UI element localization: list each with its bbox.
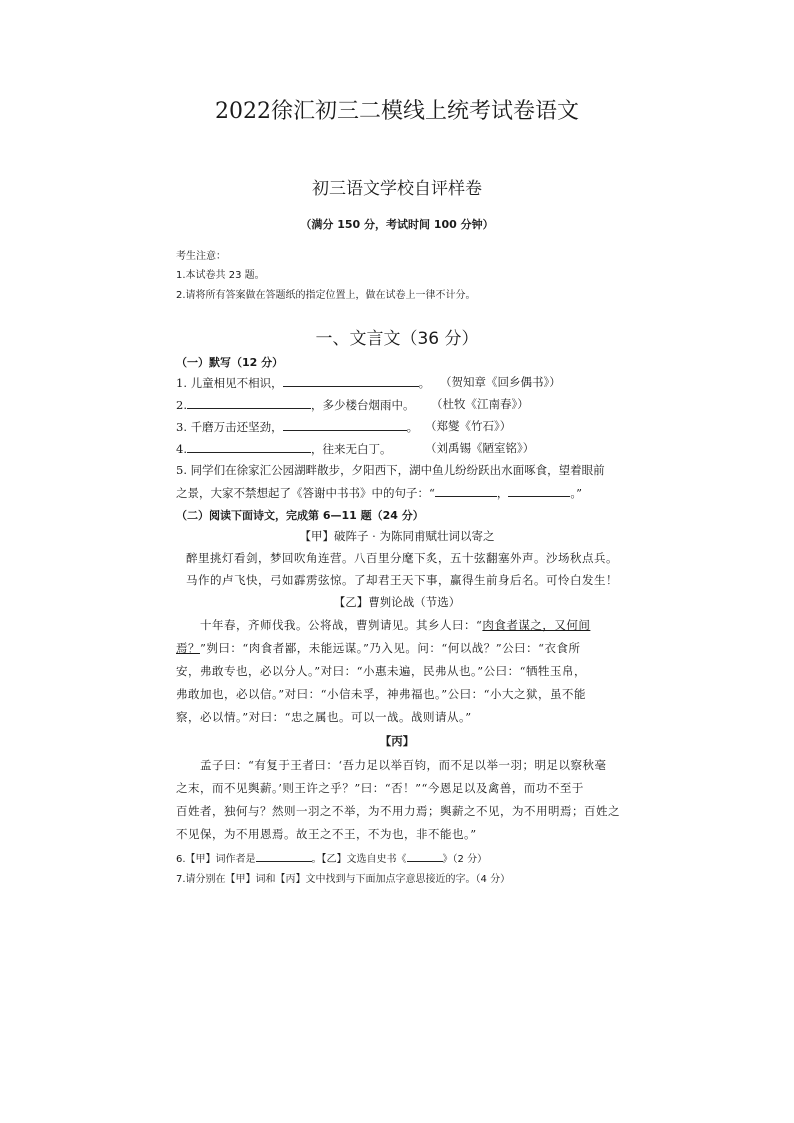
- text-yi-title: 【乙】曹刿论战（节选）: [333, 595, 461, 609]
- question-source: （杜牧《江南春》）: [431, 397, 529, 411]
- text-jia-line: 马作的卢飞快，弓如霹雳弦惊。了却君王天下事，赢得生前身后名。可怜白发生！: [186, 573, 618, 587]
- text-bing-line: 百姓者，独何与？然则一羽之不举，为不用力焉；舆薪之不见，为不用明焉；百姓之: [176, 804, 620, 818]
- question-source: （郑燮《竹石》）: [425, 419, 512, 433]
- question-5-line2: 之景，大家不禁想起了《答谢中书书》中的句子：“ ， 。”: [176, 486, 583, 500]
- answer-blank: [256, 851, 312, 862]
- text-bing-line: 不见保，为不用恩焉。故王之不王，不为也，非不能也。”: [176, 827, 477, 841]
- question-5-line1: 5. 同学们在徐家汇公园湖畔散步，夕阳西下，湖中鱼儿纷纷跃出水面啄食，望着眼前: [176, 463, 605, 477]
- answer-blank: [435, 484, 497, 497]
- question-source: （刘禹锡《陋室铭》）: [425, 441, 535, 455]
- question-4: 4. ，往来无白丁。: [176, 442, 392, 456]
- text-yi-line: 十年春，齐师伐我。公将战，曹刿请见。其乡人曰：“肉食者谋之，又何间: [200, 618, 591, 632]
- answer-blank: [407, 851, 443, 862]
- answer-blank: [187, 440, 311, 453]
- text-jia-line: 醉里挑灯看剑，梦回吹角连营。八百里分麾下炙，五十弦翻塞外声。沙场秋点兵。: [186, 551, 618, 565]
- answer-blank: [283, 374, 419, 387]
- text-bing-title: 【丙】: [379, 734, 415, 748]
- text-bing-line: 之末，而不见舆薪。’则王许之乎？”曰：“否！”“今恩足以及禽兽，而功不至于: [176, 781, 584, 795]
- answer-blank: [283, 418, 407, 431]
- question-2: 2. ，多少楼台烟雨中。: [176, 398, 415, 412]
- answer-blank: [508, 484, 570, 497]
- question-1: 1. 儿童相见不相识， 。: [176, 376, 431, 390]
- part1-heading: （一）默写（12 分）: [176, 356, 284, 369]
- text-yi-line: 安，弗敢专也，必以分人。”对曰：“小惠未遍，民弗从也。”公曰：“牺牲玉帛，: [176, 664, 587, 678]
- question-6: 6.【甲】词作者是 。【乙】文选自史书《 》（2 分）: [176, 850, 487, 865]
- question-3: 3. 千磨万击还坚劲， 。: [176, 420, 419, 434]
- section-title: 一、文言文（36 分）: [315, 329, 479, 349]
- text-yi-line: 焉？”刿曰：“肉食者鄙，未能远谋。”乃入见。问：“何以战？”公曰：“衣食所: [176, 641, 581, 655]
- question-source: （贺知章《回乡偶书》）: [440, 375, 561, 389]
- notes-heading: 考生注意：: [176, 251, 226, 262]
- question-7: 7.请分别在【甲】词和【丙】文中找到与下面加点字意思接近的字。（4 分）: [176, 874, 511, 885]
- exam-sheet-title: 初三语文学校自评样卷: [312, 179, 482, 199]
- note-item: 1.本试卷共 23 题。: [176, 270, 265, 281]
- part2-heading: （二）阅读下面诗文，完成第 6—11 题（24 分）: [176, 509, 424, 522]
- text-jia-title: 【甲】破阵子 · 为陈同甫赋壮词以寄之: [299, 529, 495, 543]
- exam-info: （满分 150 分，考试时间 100 分钟）: [300, 218, 494, 231]
- text-yi-line: 察，必以情。”对曰：“忠之属也。可以一战。战则请从。”: [176, 710, 472, 724]
- text-yi-line: 弗敢加也，必以信。”对曰：“小信未孚，神弗福也。”公曰：“小大之狱，虽不能: [176, 687, 587, 701]
- note-item: 2.请将所有答案做在答题纸的指定位置上，做在试卷上一律不计分。: [176, 290, 476, 301]
- document-title: 2022徐汇初三二模线上统考试卷语文: [215, 99, 579, 124]
- answer-blank: [187, 396, 311, 409]
- text-bing-line: 孟子曰：“有复于王者曰：‘吾力足以举百钧，而不足以举一羽；明足以察秋毫: [200, 758, 607, 772]
